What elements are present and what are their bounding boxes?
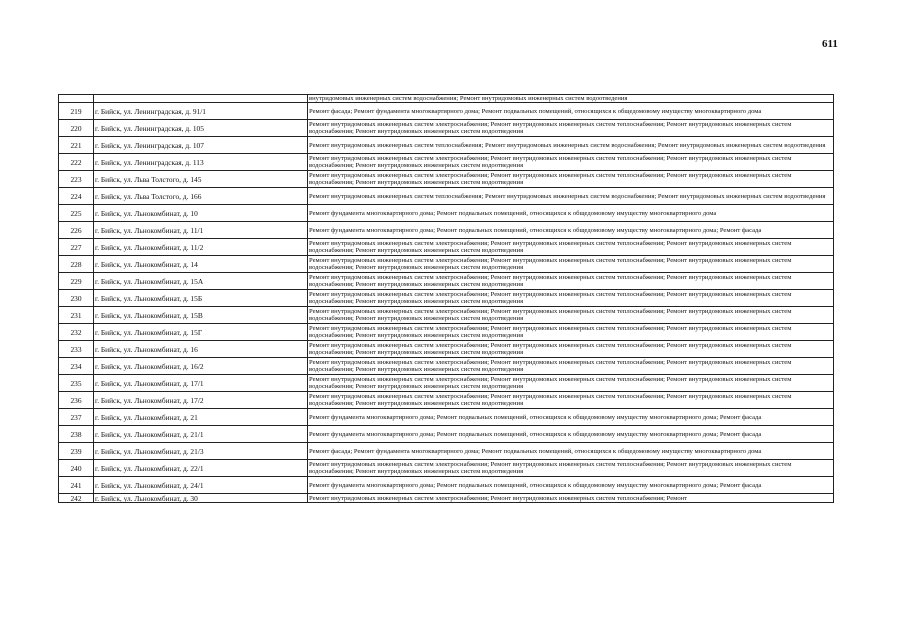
cell-works: Ремонт внутридомовых инженерных систем электроснабжения; Ремонт внутридомовых инженерных систем теплоснабжения; Ремонт внутридомовых инженерных систем водоснабжения; Ремонт внутридомовых инженерных систем водоотведения: [308, 120, 834, 137]
cell-address: г. Бийск, ул. Льнокомбинат, д. 15Б: [94, 290, 308, 307]
cell-address: г. Бийск, ул. Льнокомбинат, д. 16: [94, 341, 308, 358]
cell-num: 219: [59, 103, 94, 120]
cell-address: г. Бийск, ул. Льнокомбинат, д. 10: [94, 205, 308, 222]
cell-address: г. Бийск, ул. Ленинградская, д. 91/1: [94, 103, 308, 120]
cell-works: Ремонт фундамента многоквартирного дома; Ремонт подвальных помещений, относящихся к общедомовому имуществу многоквартирного дома; Ремонт фасада: [308, 409, 834, 426]
table-row: [59, 409, 834, 426]
cell-address: г. Бийск, ул. Льнокомбинат, д. 17/1: [94, 375, 308, 392]
cell-works: внутридомовых инженерных систем водоснабжения; Ремонт внутридомовых инженерных систем водоотведения: [308, 95, 834, 103]
cell-works: Ремонт внутридомовых инженерных систем электроснабжения; Ремонт внутридомовых инженерных систем теплоснабжения; Ремонт внутридомовых инженерных систем водоснабжения; Ремонт внутридомовых инженерных систем водоотведения: [308, 375, 834, 392]
cell-works: Ремонт внутридомовых инженерных систем электроснабжения; Ремонт внутридомовых инженерных систем теплоснабжения; Ремонт внутридомовых инженерных систем водоснабжения; Ремонт внутридомовых инженерных систем водоотведения: [308, 239, 834, 256]
table-row: [59, 222, 834, 239]
table-row: [59, 137, 834, 154]
cell-address: [94, 95, 308, 103]
cell-works: Ремонт внутридомовых инженерных систем электроснабжения; Ремонт внутридомовых инженерных систем теплоснабжения; Ремонт внутридомовых инженерных систем водоснабжения; Ремонт внутридомовых инженерных систем водоотведения: [308, 358, 834, 375]
cell-works: Ремонт внутридомовых инженерных систем электроснабжения; Ремонт внутридомовых инженерных систем теплоснабжения; Ремонт внутридомовых инженерных систем водоснабжения; Ремонт внутридомовых инженерных систем водоотведения: [308, 324, 834, 341]
table-row: [59, 120, 834, 137]
page-number: 611: [822, 38, 838, 50]
cell-address: г. Бийск, ул. Льва Толстого, д. 166: [94, 188, 308, 205]
cell-num: 232: [59, 324, 94, 341]
cell-num: 225: [59, 205, 94, 222]
table-row: [59, 154, 834, 171]
cell-works: Ремонт внутридомовых инженерных систем электроснабжения; Ремонт внутридомовых инженерных систем теплоснабжения; Ремонт: [308, 494, 834, 503]
table-row: [59, 358, 834, 375]
works-table: [58, 94, 834, 503]
table-row-last: [59, 494, 834, 503]
table-row: [59, 239, 834, 256]
cell-address: г. Бийск, ул. Льнокомбинат, д. 21: [94, 409, 308, 426]
cell-address: г. Бийск, ул. Льнокомбинат, д. 16/2: [94, 358, 308, 375]
cell-works: Ремонт внутридомовых инженерных систем электроснабжения; Ремонт внутридомовых инженерных систем теплоснабжения; Ремонт внутридомовых инженерных систем водоснабжения; Ремонт внутридомовых инженерных систем водоотведения: [308, 307, 834, 324]
cell-num: [59, 95, 94, 103]
cell-num: 234: [59, 358, 94, 375]
table-row-continuation: [59, 95, 834, 103]
cell-num: 241: [59, 477, 94, 494]
table-row: [59, 426, 834, 443]
cell-works: Ремонт фундамента многоквартирного дома; Ремонт подвальных помещений, относящихся к общедомовому имуществу многоквартирного дома; Ремонт фасада: [308, 426, 834, 443]
works-table-container: [58, 94, 830, 503]
cell-address: г. Бийск, ул. Льнокомбинат, д. 15В: [94, 307, 308, 324]
cell-works: Ремонт фундамента многоквартирного дома; Ремонт подвальных помещений, относящихся к общедомовому имуществу многоквартирного дома; Ремонт фасада: [308, 477, 834, 494]
cell-works: Ремонт внутридомовых инженерных систем электроснабжения; Ремонт внутридомовых инженерных систем теплоснабжения; Ремонт внутридомовых инженерных систем водоснабжения; Ремонт внутридомовых инженерных систем водоотведения: [308, 171, 834, 188]
cell-num: 221: [59, 137, 94, 154]
cell-num: 238: [59, 426, 94, 443]
cell-num: 240: [59, 460, 94, 477]
cell-address: г. Бийск, ул. Льнокомбинат, д. 14: [94, 256, 308, 273]
cell-address: г. Бийск, ул. Льнокомбинат, д. 21/1: [94, 426, 308, 443]
cell-num: 237: [59, 409, 94, 426]
table-row: [59, 171, 834, 188]
cell-num: 222: [59, 154, 94, 171]
cell-num: 231: [59, 307, 94, 324]
cell-address: г. Бийск, ул. Льнокомбинат, д. 15Г: [94, 324, 308, 341]
cell-works: Ремонт внутридомовых инженерных систем электроснабжения; Ремонт внутридомовых инженерных систем теплоснабжения; Ремонт внутридомовых инженерных систем водоснабжения; Ремонт внутридомовых инженерных систем водоотведения: [308, 341, 834, 358]
cell-address: г. Бийск, ул. Льнокомбинат, д. 17/2: [94, 392, 308, 409]
cell-works: Ремонт внутридомовых инженерных систем теплоснабжения; Ремонт внутридомовых инженерных систем водоснабжения; Ремонт внутридомовых инженерных систем водоотведения: [308, 137, 834, 154]
cell-works: Ремонт фундамента многоквартирного дома; Ремонт подвальных помещений, относящихся к общедомовому имуществу многоквартирного дома; Ремонт фасада: [308, 222, 834, 239]
cell-works: Ремонт внутридомовых инженерных систем электроснабжения; Ремонт внутридомовых инженерных систем теплоснабжения; Ремонт внутридомовых инженерных систем водоснабжения; Ремонт внутридомовых инженерных систем водоотведения: [308, 460, 834, 477]
table-row: [59, 460, 834, 477]
cell-works: Ремонт внутридомовых инженерных систем электроснабжения; Ремонт внутридомовых инженерных систем теплоснабжения; Ремонт внутридомовых инженерных систем водоснабжения; Ремонт внутридомовых инженерных систем водоотведения: [308, 273, 834, 290]
cell-num: 242: [59, 494, 94, 503]
table-row: [59, 443, 834, 460]
table-row: [59, 205, 834, 222]
table-row: [59, 477, 834, 494]
cell-address: г. Бийск, ул. Льнокомбинат, д. 22/1: [94, 460, 308, 477]
cell-num: 227: [59, 239, 94, 256]
cell-address: г. Бийск, ул. Ленинградская, д. 107: [94, 137, 308, 154]
table-row: [59, 375, 834, 392]
cell-works: Ремонт фасада; Ремонт фундамента многоквартирного дома; Ремонт подвальных помещений, относящихся к общедомовому имуществу многоквартирного дома: [308, 103, 834, 120]
cell-address: г. Бийск, ул. Льнокомбинат, д. 15А: [94, 273, 308, 290]
table-row: [59, 273, 834, 290]
cell-num: 235: [59, 375, 94, 392]
cell-works: Ремонт внутридомовых инженерных систем электроснабжения; Ремонт внутридомовых инженерных систем теплоснабжения; Ремонт внутридомовых инженерных систем водоснабжения; Ремонт внутридомовых инженерных систем водоотведения: [308, 392, 834, 409]
cell-works: Ремонт внутридомовых инженерных систем теплоснабжения; Ремонт внутридомовых инженерных систем водоснабжения; Ремонт внутридомовых инженерных систем водоотведения: [308, 188, 834, 205]
cell-address: г. Бийск, ул. Льва Толстого, д. 145: [94, 171, 308, 188]
cell-num: 236: [59, 392, 94, 409]
cell-num: 224: [59, 188, 94, 205]
cell-address: г. Бийск, ул. Ленинградская, д. 105: [94, 120, 308, 137]
table-row: [59, 341, 834, 358]
cell-num: 233: [59, 341, 94, 358]
cell-num: 229: [59, 273, 94, 290]
cell-works: Ремонт внутридомовых инженерных систем электроснабжения; Ремонт внутридомовых инженерных систем теплоснабжения; Ремонт внутридомовых инженерных систем водоснабжения; Ремонт внутридомовых инженерных систем водоотведения: [308, 154, 834, 171]
table-row: [59, 103, 834, 120]
cell-num: 220: [59, 120, 94, 137]
cell-num: 230: [59, 290, 94, 307]
cell-works: Ремонт внутридомовых инженерных систем электроснабжения; Ремонт внутридомовых инженерных систем теплоснабжения; Ремонт внутридомовых инженерных систем водоснабжения; Ремонт внутридомовых инженерных систем водоотведения: [308, 256, 834, 273]
table-row: [59, 324, 834, 341]
cell-address: г. Бийск, ул. Льнокомбинат, д. 21/3: [94, 443, 308, 460]
table-row: [59, 256, 834, 273]
cell-num: 226: [59, 222, 94, 239]
cell-works: Ремонт внутридомовых инженерных систем электроснабжения; Ремонт внутридомовых инженерных систем теплоснабжения; Ремонт внутридомовых инженерных систем водоснабжения; Ремонт внутридомовых инженерных систем водоотведения: [308, 290, 834, 307]
cell-address: г. Бийск, ул. Ленинградская, д. 113: [94, 154, 308, 171]
cell-num: 228: [59, 256, 94, 273]
cell-num: 223: [59, 171, 94, 188]
cell-num: 239: [59, 443, 94, 460]
cell-works: Ремонт фундамента многоквартирного дома; Ремонт подвальных помещений, относящихся к общедомовому имуществу многоквартирного дома: [308, 205, 834, 222]
cell-address: г. Бийск, ул. Льнокомбинат, д. 11/2: [94, 239, 308, 256]
table-row: [59, 307, 834, 324]
cell-address: г. Бийск, ул. Льнокомбинат, д. 11/1: [94, 222, 308, 239]
table-row: [59, 188, 834, 205]
cell-works: Ремонт фасада; Ремонт фундамента многоквартирного дома; Ремонт подвальных помещений, относящихся к общедомовому имуществу многоквартирного дома: [308, 443, 834, 460]
cell-address: г. Бийск, ул. Льнокомбинат, д. 24/1: [94, 477, 308, 494]
table-row: [59, 392, 834, 409]
table-row: [59, 290, 834, 307]
cell-address: г. Бийск, ул. Льнокомбинат, д. 30: [94, 494, 308, 503]
